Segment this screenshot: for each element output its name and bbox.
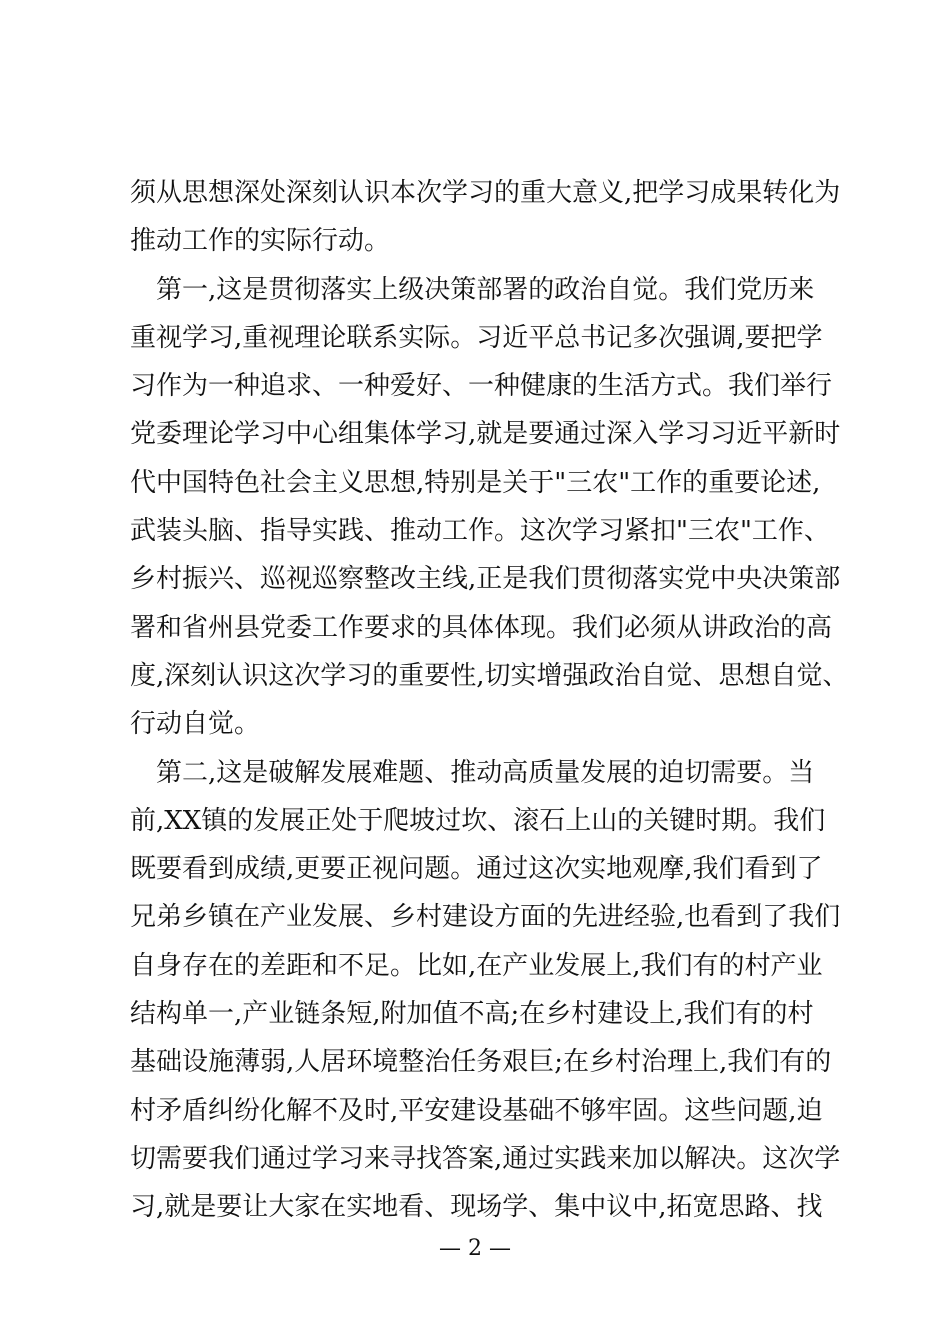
text-line: 自身存在的差距和不足。比如,在产业发展上,我们有的村产业	[130, 950, 823, 981]
text-line: 基础设施薄弱,人居环境整治任务艰巨;在乡村治理上,我们有的	[130, 1047, 832, 1078]
text-line: 前,XX镇的发展正处于爬坡过坎、滚石上山的关键时期。我们	[130, 805, 826, 836]
text-line: 代中国特色社会主义思想,特别是关于"三农"工作的重要论述,	[130, 467, 821, 498]
text-line: 习作为一种追求、一种爱好、一种健康的生活方式。我们举行	[130, 371, 833, 402]
text-line: 署和省州县党委工作要求的具体体现。我们必须从讲政治的高	[130, 612, 833, 643]
body-text	[130, 169, 849, 1232]
text-line: 习,就是要让大家在实地看、现场学、集中议中,拓宽思路、找	[130, 1192, 823, 1223]
text-line: 第二,这是破解发展难题、推动高质量发展的迫切需要。当	[130, 757, 815, 788]
text-line: 切需要我们通过学习来寻找答案,通过实践来加以解决。这次学	[130, 1143, 841, 1174]
text-line: 重视学习,重视理论联系实际。习近平总书记多次强调,要把学	[130, 322, 823, 353]
text-line: 第一,这是贯彻落实上级决策部署的政治自觉。我们党历来	[130, 274, 815, 305]
text-line: 须从思想深处深刻认识本次学习的重大意义,把学习成果转化为	[130, 178, 841, 208]
text-line: 兄弟乡镇在产业发展、乡村建设方面的先进经验,也看到了我们	[130, 902, 841, 933]
text-line: 既要看到成绩,更要正视问题。通过这次实地观摩,我们看到了	[130, 854, 823, 885]
text-line: 乡村振兴、巡视巡察整改主线,正是我们贯彻落实党中央决策部	[130, 564, 841, 595]
text-line: 村矛盾纠纷化解不及时,平安建设基础不够牢固。这些问题,迫	[130, 1095, 823, 1126]
text-line: 度,深刻认识这次学习的重要性,切实增强政治自觉、思想自觉、	[130, 660, 849, 691]
page-number: — 2 —	[439, 1236, 511, 1261]
text-line: 行动自觉。	[130, 709, 261, 740]
text-line: 结构单一,产业链条短,附加值不高;在乡村建设上,我们有的村	[130, 999, 814, 1030]
text-line: 党委理论学习中心组集体学习,就是要通过深入学习习近平新时	[130, 419, 841, 450]
text-line: 推动工作的实际行动。	[130, 226, 391, 257]
text-line: 武装头脑、指导实践、推动工作。这次学习紧扣"三农"工作、	[130, 516, 830, 547]
